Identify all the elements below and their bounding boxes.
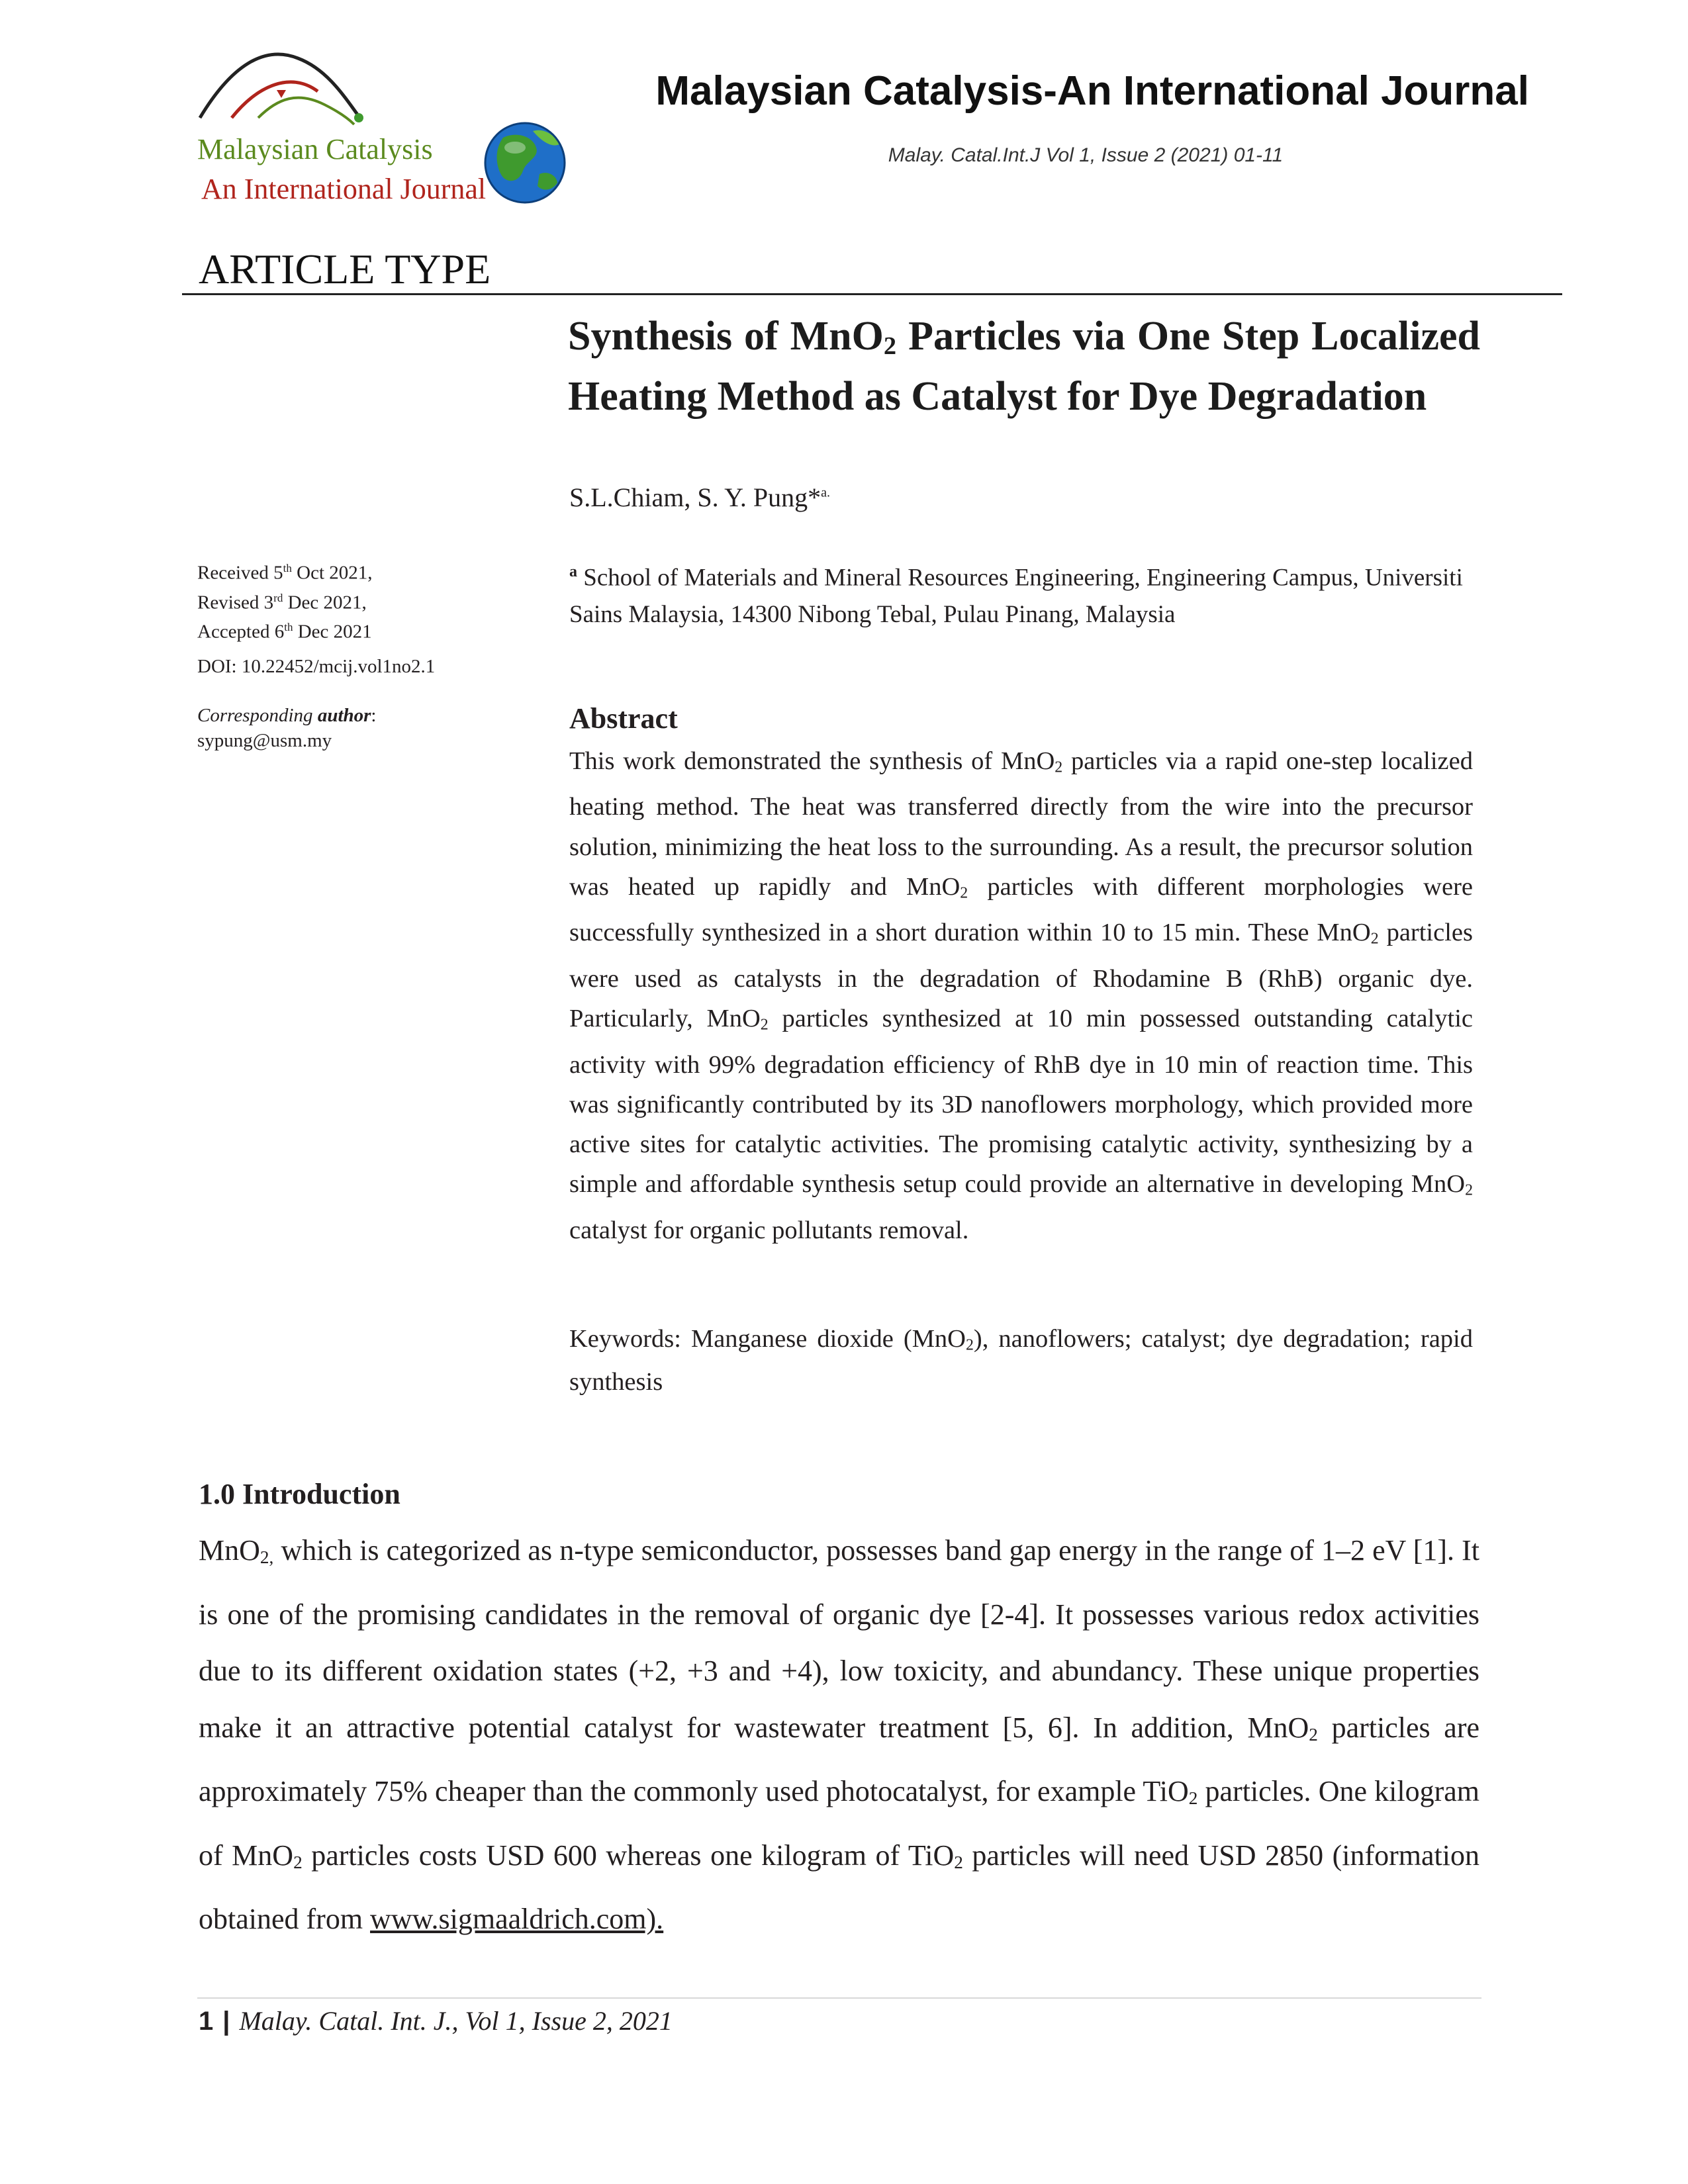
journal-citation: Malay. Catal.Int.J Vol 1, Issue 2 (2021) 01-11	[888, 144, 1284, 166]
logo-arc-green	[258, 98, 354, 124]
logo-triangle-marker	[277, 90, 286, 98]
revised-date: Revised 3rd Dec 2021,	[197, 591, 367, 614]
corresponding-email[interactable]: sypung@usm.my	[197, 730, 332, 751]
journal-logo	[192, 52, 576, 210]
abstract-text: This work demonstrated the synthesis of MnO$_2$ particles via a rapid one-step localized heating method. The heat was transferred directly from the wire into the precursor solution, minimizing the heat loss to the surrounding. As a result, the precursor solution was heated up rapidly and MnO$_2$ particles with different morphologies were successfully synthesized in a short duration within 10 to 15 min. These MnO$_2$ particles were used as catalysts in the degradation of Rhodamine B (RhB) organic dye. Particularly, MnO$_2$ particles synthesized at 10 min possessed outstanding catalytic activity with 99% degradation efficiency of RhB dye in 10 min of reaction time. This was significantly contributed by its 3D nanoflowers morphology, which provided more active sites for catalytic activities. The promising catalytic activity, synthesizing by a simple and affordable synthesis setup could provide an alternative in developing MnO$_2$ catalyst for organic pollutants removal.	[569, 747, 1474, 1244]
logo-line2: An International Journal	[201, 173, 487, 205]
received-date: Received 5th Oct 2021,	[197, 562, 373, 584]
abstract-heading: Abstract	[569, 702, 678, 735]
footer-separator: |	[222, 2007, 230, 2036]
doi: DOI: 10.22452/mcij.vol1no2.1	[197, 656, 436, 677]
journal-name: Malaysian Catalysis-An International Journal	[655, 68, 1529, 114]
logo-line1: Malaysian Catalysis	[197, 133, 433, 165]
article-type: ARTICLE TYPE	[199, 246, 491, 293]
accepted-date: Accepted 6th Dec 2021	[197, 621, 372, 643]
section-heading-introduction: 1.0 Introduction	[199, 1478, 400, 1510]
corresponding-author: Corresponding author: sypung@usm.my	[197, 703, 376, 753]
keywords: Keywords: Manganese dioxide (MnO$_2$), nanoflowers; catalyst; dye degradation; rapid synthesis	[569, 1325, 1473, 1396]
affiliation: $^a$ School of Materials and Mineral Resources Engineering, Engineering Campus, Universiti Sains Malaysia, 14300 Nibong Tebal, Pulau Pinang, Malaysia	[569, 563, 1463, 629]
introduction-text: MnO$_{2,}$ which is categorized as n-type semiconductor, possesses band gap energy in the range of 1–2 eV [1]. It is one of the promising candidates in the removal of organic dye [2-4]. It possesses various redox activities due to its different oxidation states (+2, +3 and +4), low toxicity, and abundancy. These unique properties make it an attractive potential catalyst for wastewater treatment [5, 6]. In addition, MnO$_2$ particles are approximately 75% cheaper than the commonly used photocatalyst, for example TiO$_2$ particles. One kilogram of MnO$_2$ particles costs USD 600 whereas one kilogram of TiO$_2$ particles will need USD 2850 (information obtained from www.sigmaaldrich.com).	[199, 1534, 1479, 1936]
logo-arc-red	[232, 82, 318, 118]
logo-dot	[354, 113, 363, 122]
page-number: 1	[199, 2007, 214, 2036]
page-footer	[199, 2005, 673, 2036]
sigmaaldrich-link[interactable]: www.sigmaaldrich.com).	[370, 1903, 664, 1936]
author-list: S.L.Chiam, S. Y. Pung*$^{a.}$	[569, 482, 830, 512]
header-divider	[182, 293, 1562, 295]
globe-icon	[485, 123, 565, 203]
footer-divider	[197, 1997, 1481, 1999]
article-dates	[197, 556, 373, 645]
article-title: Synthesis of MnO$_2$ Particles via One Step Localized Heating Method as Catalyst for Dye Degradation	[568, 314, 1480, 419]
footer-citation: Malay. Catal. Int. J., Vol 1, Issue 2, 2021	[239, 2006, 673, 2036]
